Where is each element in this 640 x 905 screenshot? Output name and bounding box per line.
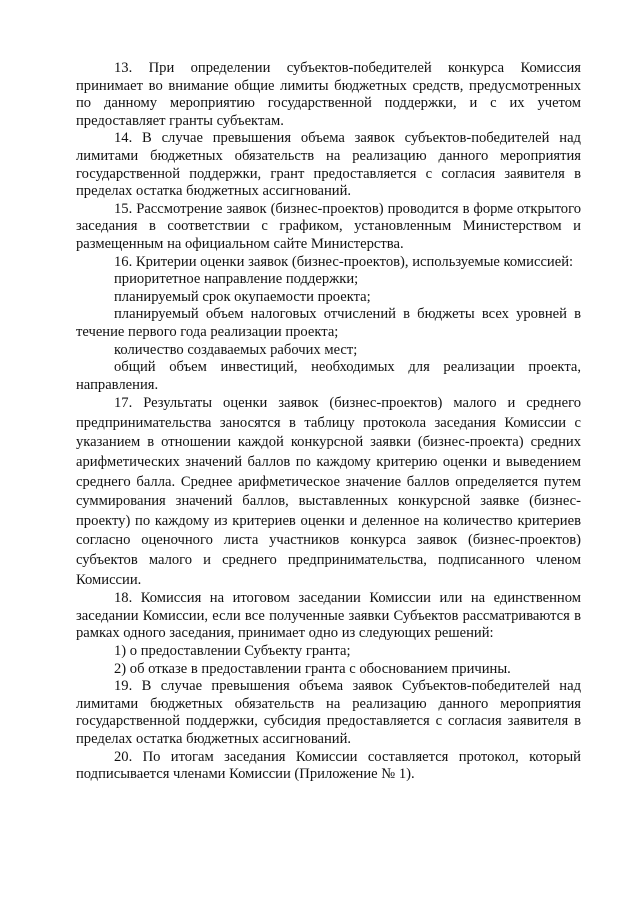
criterion-item: планируемый объем налоговых отчислений в бюджеты всех уровней в течение первого года реализации проекта; xyxy=(76,306,581,340)
paragraph-20: 20. По итогам заседания Комиссии составляется протокол, который подписывается членами Комиссии (Приложение № 1). xyxy=(76,748,581,783)
criterion-item: общий объем инвестиций, необходимых для реализации проекта, направления. xyxy=(76,359,581,393)
criterion-item: планируемый срок окупаемости проекта; xyxy=(114,288,371,305)
paragraph-16: 16. Критерии оценки заявок (бизнес-проектов), используемые комиссией: xyxy=(114,253,574,270)
paragraph-17: 17. Результаты оценки заявок (бизнес-проектов) малого и среднего предпринимательства заносятся в таблицу протокола заседания Комиссии с указанием в отношении каждой конкурсной заявки (бизнес-проекта) средних арифметических значений баллов по каждому критерию оценки и выведением среднего балла. Среднее арифметическое значение баллов определяется путем суммирования значений баллов, выставленных конкурсной заявке (бизнес-проекту) по каждому из критериев оценки и деленное на количество критериев согласно оценочного листа участников конкурса заявок (бизнес-проектов) субъектов малого и среднего предпринимательства, подписанного членом Комиссии. xyxy=(76,395,581,588)
paragraph-18: 18. Комиссия на итоговом заседании Комиссии или на единственном заседании Комиссии, если все полученные заявки Субъектов рассматриваются в рамках одного заседания, принимает одно из следующих решений: xyxy=(76,590,581,642)
decision-item: 2) об отказе в предоставлении гранта с обоснованием причины. xyxy=(114,660,511,677)
paragraph-19: 19. В случае превышения объема заявок Субъектов-победителей над лимитами бюджетных обязательств на реализацию данного мероприятия государственной поддержки, субсидия предоставляется с согласия заявителя в пределах остатка бюджетных ассигнований. xyxy=(76,678,581,747)
paragraph-13: 13. При определении субъектов-победителей конкурса Комиссия принимает во внимание общие лимиты бюджетных средств, предусмотренных по данному мероприятию государственной поддержки, и с их учетом предоставляет гранты субъектам. xyxy=(76,60,581,129)
paragraph-14: 14. В случае превышения объема заявок субъектов-победителей над лимитами бюджетных обязательств на реализацию данного мероприятия государственной поддержки, грант предоставляется с согласия заявителя в пределах остатка бюджетных ассигнований. xyxy=(76,130,581,200)
paragraph-15: 15. Рассмотрение заявок (бизнес-проектов) проводится в форме открытого заседания в соответствии с графиком, установленным Министерством и размещенным на официальном сайте Министерства. xyxy=(76,200,581,252)
document-body xyxy=(76,60,581,784)
decision-item: 1) о предоставлении Субъекту гранта; xyxy=(114,643,351,659)
criterion-item: количество создаваемых рабочих мест; xyxy=(114,341,358,358)
criterion-item: приоритетное направление поддержки; xyxy=(114,271,359,288)
